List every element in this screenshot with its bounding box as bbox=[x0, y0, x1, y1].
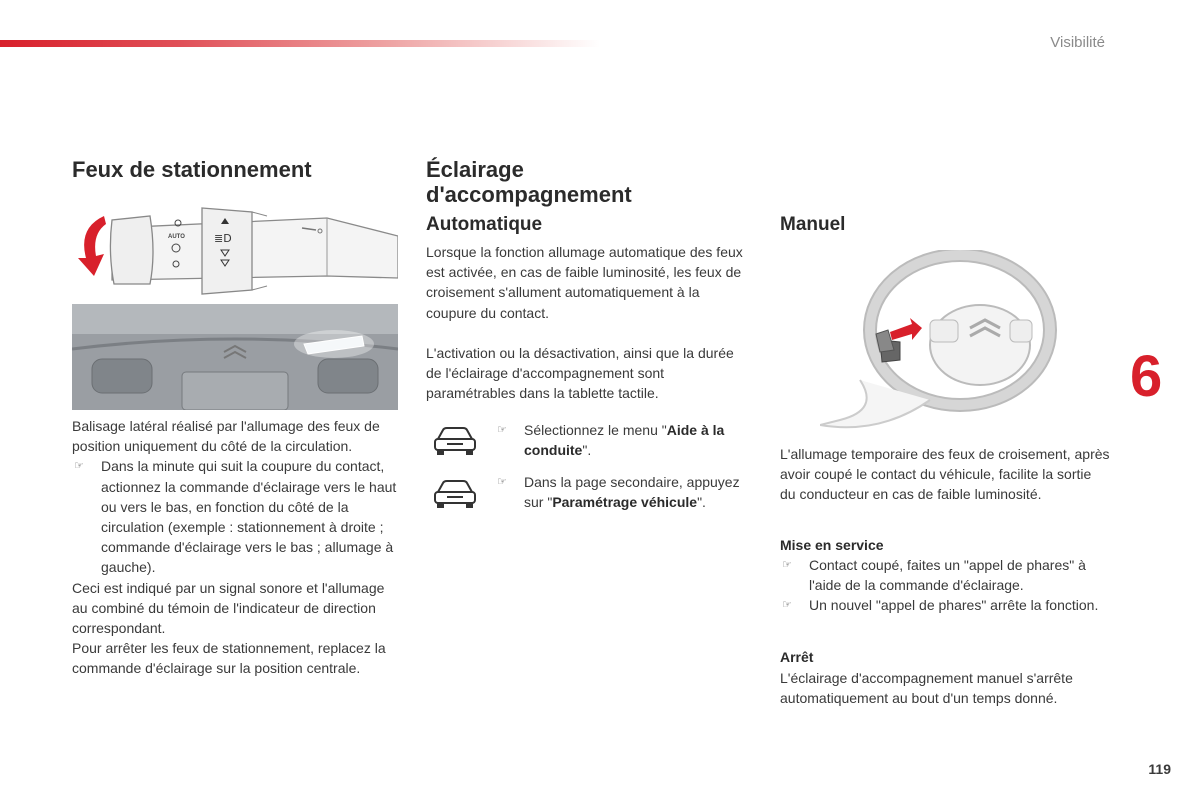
car-front-icon bbox=[432, 478, 478, 515]
chapter-number: 6 bbox=[1130, 344, 1163, 409]
parking-bullet-text: Dans la minute qui suit la coupure du contact, actionnez la commande d'éclairage vers le haut ou vers le bas, en fonction du côté de la circulation (exemple : stationnement à droite ; commande d'éclairage vers le bas ; allumage à gauche). bbox=[101, 458, 397, 576]
curved-arrow-down-icon bbox=[78, 216, 106, 276]
activation-step1: Contact coupé, faites un "appel de phares" à l'aide de la commande d'éclairage. bbox=[809, 556, 1086, 594]
stop-title: Arrêt bbox=[780, 649, 814, 666]
left-body bbox=[72, 416, 402, 679]
stop-text: L'éclairage d'accompagnement manuel s'arrête automatiquement au bout d'un temps donné. bbox=[780, 669, 1073, 706]
automatic-p1: Lorsque la fonction allumage automatique des feux est activée, en cas de faible luminosité, les feux de croisement s'allument automatiquement à la coupure du contact. bbox=[426, 244, 743, 321]
follow-me-home-title: Éclairage d'accompagnement bbox=[426, 157, 632, 207]
svg-text:≣D: ≣D bbox=[214, 232, 232, 245]
pointing-hand-icon: ☞ bbox=[782, 599, 792, 612]
lighting-stalk-illustration bbox=[72, 198, 398, 304]
parking-para2: Ceci est indiqué par un signal sonore et l'allumage au combiné du témoin de l'indicateur de direction correspondant. bbox=[72, 579, 385, 637]
parking-lights-title: Feux de stationnement bbox=[72, 157, 312, 182]
step1-text-post: ". bbox=[582, 442, 592, 459]
parking-bullet bbox=[72, 456, 402, 577]
step1-text-pre: Sélectionnez le menu " bbox=[524, 422, 667, 438]
manual-p1: L'allumage temporaire des feux de croisement, après avoir coupé le contact du véhicule, facilite la sortie du conducteur en cas de faible luminosité. bbox=[780, 446, 1110, 503]
automatic-p2: L'activation ou la désactivation, ainsi que la durée de l'éclairage d'accompagnement sont paramétrables dans la tablette tactile. bbox=[426, 344, 734, 402]
right-body bbox=[780, 444, 1110, 708]
rear-car-lights-illustration bbox=[72, 304, 398, 410]
header-accent-bar bbox=[0, 40, 600, 47]
parking-para3: Pour arrêter les feux de stationnement, replacez la commande d'éclairage sur la position centrale. bbox=[72, 640, 386, 677]
middle-body bbox=[426, 242, 746, 403]
step1 bbox=[495, 420, 750, 460]
pointing-hand-icon: ☞ bbox=[497, 476, 507, 488]
automatic-subtitle: Automatique bbox=[426, 214, 543, 235]
pointing-hand-icon: ☞ bbox=[74, 460, 84, 473]
manual-subtitle: Manuel bbox=[780, 214, 846, 235]
parking-intro: Balisage latéral réalisé par l'allumage des feux de position uniquement du côté de la circulation. bbox=[72, 418, 380, 455]
step2-text-pre: Dans la page secondaire, appuyez sur " bbox=[524, 474, 740, 511]
steering-wheel-illustration bbox=[820, 250, 1060, 435]
step2-text-post: ". bbox=[697, 494, 706, 511]
step2 bbox=[495, 472, 750, 512]
page-number: 119 bbox=[1148, 761, 1171, 777]
vehicle-settings-label: Paramétrage véhicule bbox=[552, 494, 698, 511]
menu-driving-aid-label: Aide à la conduite bbox=[524, 422, 725, 459]
activation-step2: Un nouvel "appel de phares" arrête la fonction. bbox=[809, 597, 1099, 614]
pointing-hand-icon: ☞ bbox=[497, 424, 507, 436]
activation-title: Mise en service bbox=[780, 536, 884, 553]
car-front-icon bbox=[432, 425, 478, 462]
pointing-hand-icon: ☞ bbox=[782, 558, 792, 571]
auto-label: AUTO bbox=[168, 234, 185, 240]
section-header: Visibilité bbox=[1050, 34, 1105, 51]
